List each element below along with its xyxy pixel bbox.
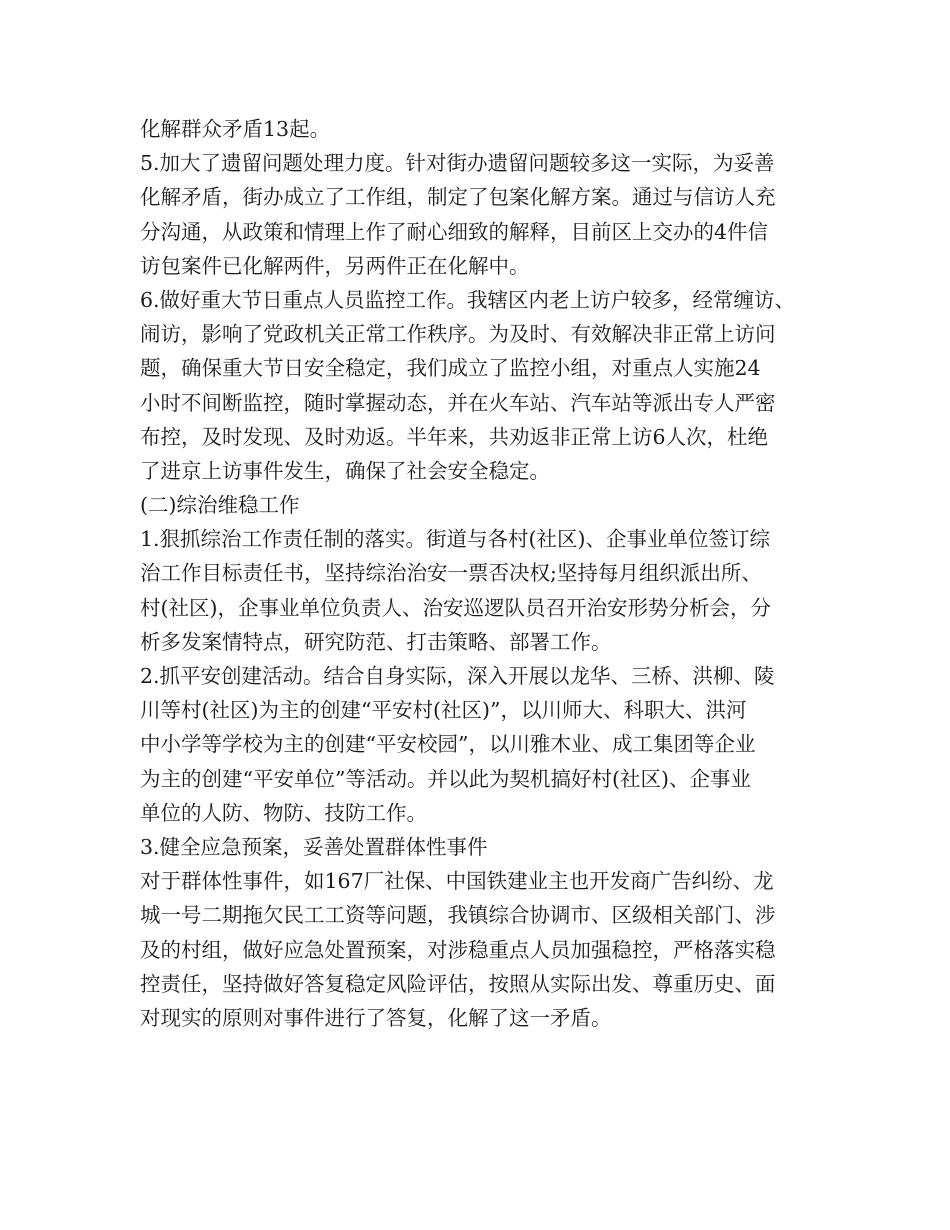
text-line: 及的村组，做好应急处置预案，对涉稳重点人员加强稳控，严格落实稳 — [140, 937, 776, 962]
text-line: 为主的创建“平安单位”等活动。并以此为契机搞好村(社区)、企事业 — [140, 766, 751, 791]
text-line: 对于群体性事件，如167厂社保、中国铁建业主也开发商广告纠纷、龙 — [140, 869, 774, 894]
text-line: 题，确保重大节日安全稳定，我们成立了监控小组，对重点人实施24 — [140, 356, 761, 381]
text-line: 中小学等学校为主的创建“平安校园”，以川雅木业、成工集团等企业 — [140, 732, 756, 757]
text-line: 5.加大了遗留问题处理力度。针对街办遗留问题较多这一实际，为妥善 — [140, 151, 775, 176]
text-line: 控责任，坚持做好答复稳定风险评估，按照从实际出发、尊重历史、面 — [140, 971, 776, 996]
document-body — [140, 112, 816, 1035]
text-line: 小时不间断监控，随时掌握动态，并在火车站、汽车站等派出专人严密 — [140, 390, 776, 415]
text-line: 治工作目标责任书，坚持综治治安一票否决权;坚持每月组织派出所、 — [140, 561, 762, 586]
subsection-heading: 3.健全应急预案，妥善处置群体性事件 — [140, 834, 488, 859]
text-line: 布控，及时发现、及时劝返。半年来，共劝返非正常上访6人次，杜绝 — [140, 424, 769, 449]
text-line: 城一号二期拖欠民工工资等问题，我镇综合协调市、区级相关部门、涉 — [140, 903, 776, 928]
text-line: 化解群众矛盾13起。 — [140, 117, 331, 141]
text-line: 了进京上访事件发生，确保了社会安全稳定。 — [140, 458, 550, 483]
text-line: 1.狠抓综治工作责任制的落实。街道与各村(社区)、企事业单位签订综 — [140, 527, 771, 552]
text-line: 分沟通，从政策和情理上作了耐心细致的解释，目前区上交办的4件信 — [140, 219, 769, 244]
text-line: 6.做好重大节日重点人员监控工作。我辖区内老上访户较多，经常缠访、 — [140, 287, 796, 312]
text-line: 对现实的原则对事件进行了答复，化解了这一矛盾。 — [140, 1005, 612, 1030]
text-line: 访包案件已化解两件，另两件正在化解中。 — [140, 253, 530, 278]
text-line: 析多发案情特点，研究防范、打击策略、部署工作。 — [140, 629, 612, 654]
text-line: 单位的人防、物防、技防工作。 — [140, 800, 427, 825]
text-line: 闹访，影响了党政机关正常工作秩序。为及时、有效解决非正常上访问 — [140, 322, 776, 347]
text-line: 化解矛盾，街办成立了工作组，制定了包案化解方案。通过与信访人充 — [140, 185, 776, 210]
section-heading: (二)综治维稳工作 — [140, 493, 300, 518]
text-line: 川等村(社区)为主的创建“平安村(社区)”，以川师大、科职大、洪河 — [140, 698, 747, 723]
text-line: 村(社区)，企事业单位负责人、治安巡逻队员召开治安形势分析会，分 — [140, 595, 771, 620]
text-line: 2.抓平安创建活动。结合自身实际，深入开展以龙华、三桥、洪柳、陵 — [140, 664, 775, 688]
